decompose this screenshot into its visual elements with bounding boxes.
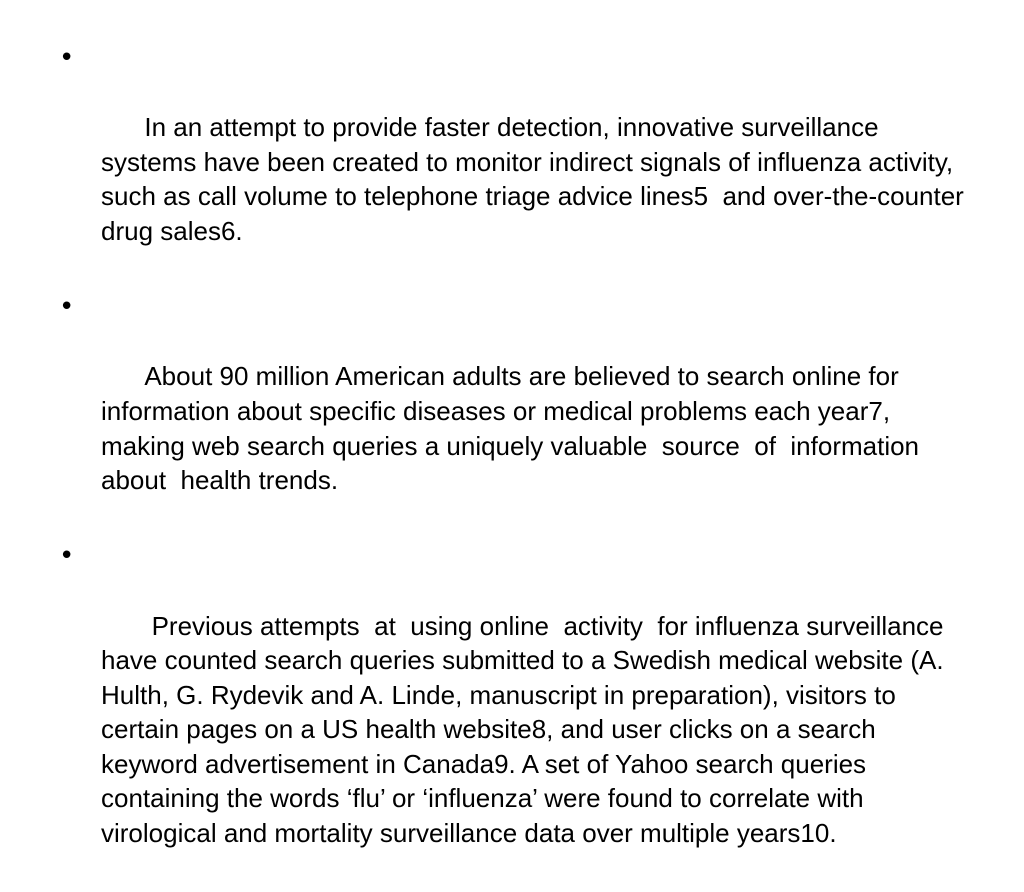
bullet-dot-icon: • bbox=[59, 292, 75, 323]
bullet-text: In an attempt to provide faster detection, innovative surveillance systems have been created to monitor indirect signals of influenza activity, such as call volume to telephone triage advice lines5 and over-the-counter drug sales6. bbox=[101, 112, 972, 246]
bullet-dot-icon: • bbox=[59, 541, 75, 572]
bullet-item-previous-attempts bbox=[59, 539, 979, 885]
bullet-text: About 90 million American adults are believed to search online for information about specific diseases or medical problems each year7, making web search queries a uniquely valuable source of information about health trends. bbox=[101, 361, 934, 496]
bullet-item-online-health-search bbox=[59, 290, 979, 532]
bullet-list bbox=[59, 41, 979, 892]
bullet-dot-icon: • bbox=[59, 43, 75, 73]
bullet-item-alternative-surveillance bbox=[59, 41, 979, 283]
bullet-text: Previous attempts at using online activity for influenza surveillance have counted search queries submitted to a Swedish medical website (A. Hulth, G. Rydevik and A. Linde, manuscript in preparation), visitors to certain pages on a US health website8, and user clicks on a search keyword advertisement in Canada9. A set of Yahoo search queries containing the words ‘flu’ or ‘influenza’ were found to correlate with virological and mortality surveillance data over multiple years10. bbox=[101, 610, 958, 849]
